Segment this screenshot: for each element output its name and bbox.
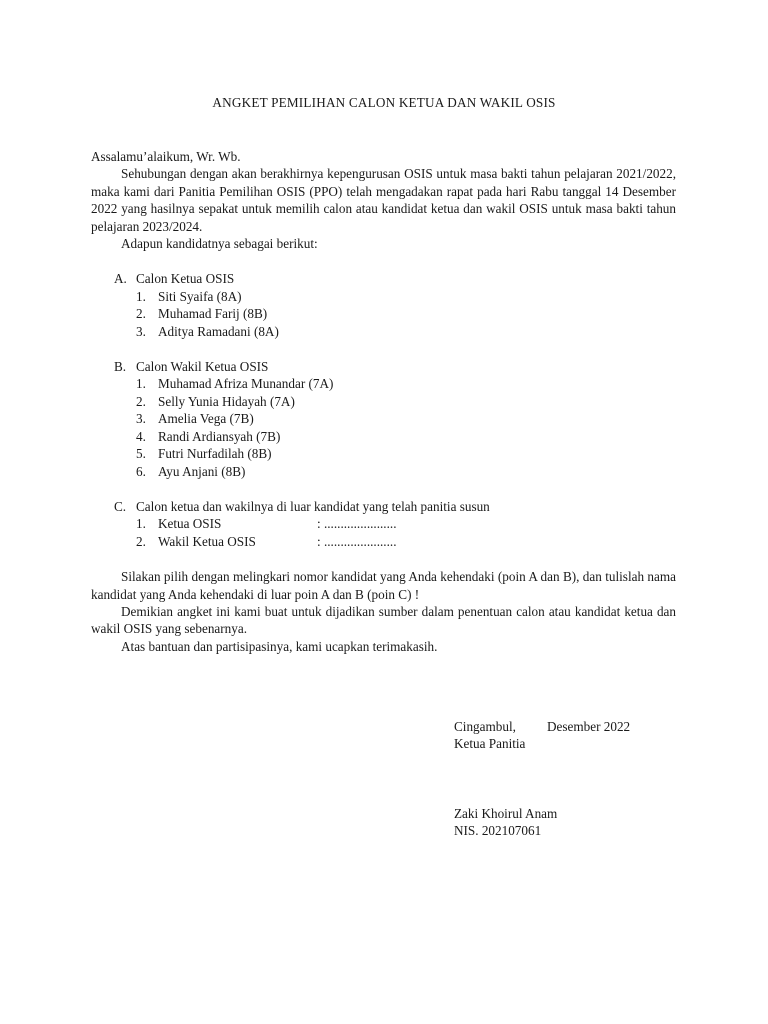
candidates-intro: Adapun kandidatnya sebagai berikut: <box>121 236 318 252</box>
item-number: 3. <box>136 411 146 427</box>
document-body <box>91 148 676 655</box>
item-number: 2. <box>136 533 146 549</box>
signer-nis: NIS. 202107061 <box>454 823 542 839</box>
document-title: ANGKET PEMILIHAN CALON KETUA DAN WAKIL OSIS <box>212 95 556 110</box>
section-b-letter: B. <box>114 359 127 375</box>
section-a-letter: A. <box>114 271 127 287</box>
item-number: 2. <box>136 306 146 322</box>
item-number: 1. <box>136 288 146 304</box>
thanks-paragraph: Atas bantuan dan partisipasinya, kami ucapkan terimakasih. <box>121 638 438 654</box>
fill-label: Wakil Ketua OSIS <box>158 533 256 549</box>
fill-blank: : ...................... <box>317 516 397 532</box>
list-item <box>91 463 676 480</box>
candidate-name: Muhamad Farij (8B) <box>158 306 268 322</box>
candidate-name: Aditya Ramadani (8A) <box>158 323 279 339</box>
signature-block <box>454 718 714 840</box>
list-item <box>91 375 676 392</box>
item-number: 3. <box>136 323 146 339</box>
greeting: Assalamu’alaikum, Wr. Wb. <box>91 149 241 164</box>
list-item <box>91 393 676 410</box>
section-c <box>91 498 676 550</box>
closing-section <box>91 568 676 655</box>
list-item <box>91 323 676 340</box>
place-date <box>454 718 714 735</box>
list-item <box>91 533 676 550</box>
item-number: 1. <box>136 376 146 392</box>
list-item <box>91 428 676 445</box>
item-number: 2. <box>136 393 146 409</box>
candidate-name: Siti Syaifa (8A) <box>158 288 242 304</box>
section-c-heading <box>91 498 676 515</box>
list-item <box>91 305 676 322</box>
instruction-paragraph: Silakan pilih dengan melingkari nomor kandidat yang Anda kehendaki (poin A dan B), dan tulislah nama kandidat yang Anda kehendaki di luar poin A dan B (poin C) ! <box>91 569 676 602</box>
section-b-title: Calon Wakil Ketua OSIS <box>136 359 269 375</box>
candidate-name: Muhamad Afriza Munandar (7A) <box>158 376 334 392</box>
section-b <box>91 358 676 480</box>
candidate-name: Amelia Vega (7B) <box>158 411 254 427</box>
candidate-name: Randi Ardiansyah (7B) <box>158 428 281 444</box>
candidate-name: Ayu Anjani (8B) <box>158 463 246 479</box>
fill-blank: : ...................... <box>317 533 397 549</box>
closing-paragraph: Demikian angket ini kami buat untuk dijadikan sumber dalam penentuan calon atau kandidat ketua dan wakil OSIS yang sebenarnya. <box>91 603 676 637</box>
item-number: 5. <box>136 446 146 462</box>
section-c-title: Calon ketua dan wakilnya di luar kandidat yang telah panitia susun <box>136 498 490 514</box>
list-item <box>91 445 676 462</box>
section-a-heading <box>91 270 676 287</box>
intro-paragraph: Sehubungan dengan akan berakhirnya kepengurusan OSIS untuk masa bakti tahun pelajaran 2021/2022, maka kami dari Panitia Pemilihan OSIS (PPO) telah mengadakan rapat pada hari Rabu tanggal 14 Desember 2022 yang hasilnya sepakat untuk memilih calon atau kandidat ketua dan wakil OSIS untuk masa bakti tahun pelajaran 2023/2024. <box>91 166 676 234</box>
item-number: 1. <box>136 516 146 532</box>
section-a <box>91 270 676 340</box>
signer-name: Zaki Khoirul Anam <box>454 805 558 821</box>
section-a-title: Calon Ketua OSIS <box>136 271 235 287</box>
place: Cingambul, <box>454 719 516 734</box>
list-item <box>91 288 676 305</box>
date: Desember 2022 <box>547 719 631 734</box>
candidate-name: Selly Yunia Hidayah (7A) <box>158 393 295 409</box>
candidate-name: Futri Nurfadilah (8B) <box>158 446 272 462</box>
list-item <box>91 515 676 532</box>
section-c-letter: C. <box>114 498 127 514</box>
item-number: 4. <box>136 428 146 444</box>
fill-label: Ketua OSIS <box>158 516 222 532</box>
list-item <box>91 410 676 427</box>
signer-role: Ketua Panitia <box>454 736 526 752</box>
section-b-heading <box>91 358 676 375</box>
item-number: 6. <box>136 463 146 479</box>
